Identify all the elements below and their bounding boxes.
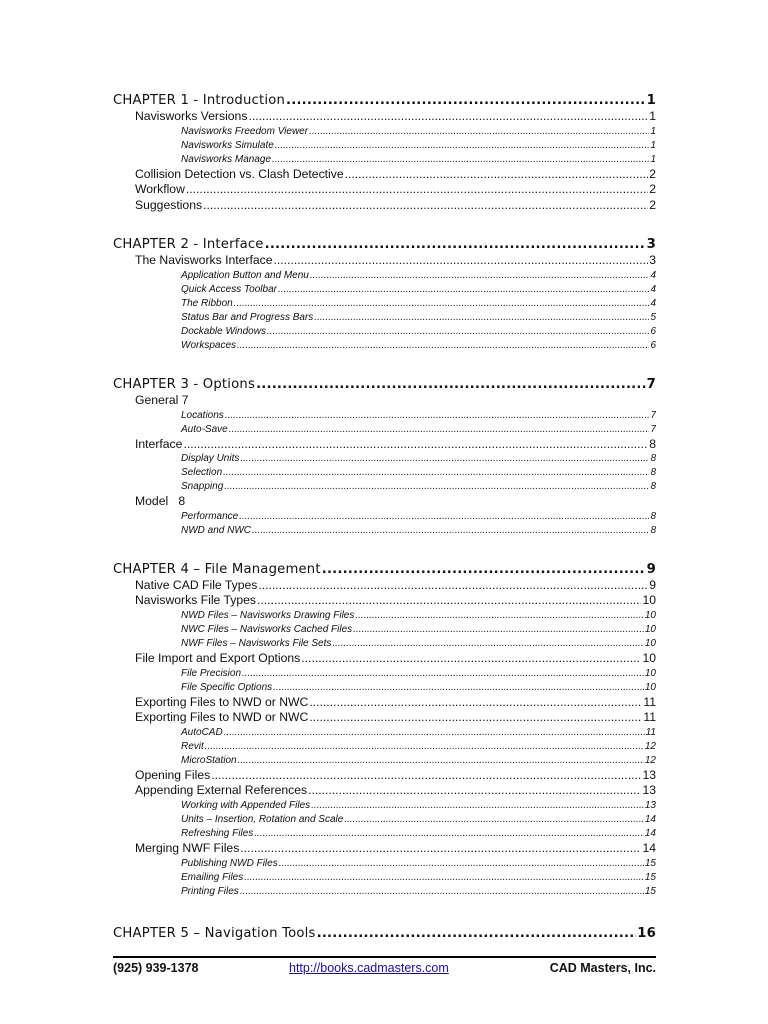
toc-page-number: 12 bbox=[644, 740, 656, 752]
dot-leader bbox=[224, 480, 649, 494]
toc-page-number: 13 bbox=[644, 799, 656, 811]
dot-leader bbox=[310, 269, 650, 283]
toc-subsection[interactable] bbox=[113, 871, 656, 885]
toc-entry-title: CHAPTER 5 – Navigation Tools bbox=[113, 925, 316, 941]
toc-entry-title: Workflow bbox=[135, 182, 185, 197]
dot-leader bbox=[274, 253, 649, 269]
toc-section[interactable] bbox=[113, 783, 656, 799]
toc-subsection[interactable] bbox=[113, 623, 656, 637]
toc-page-number: 10 bbox=[644, 667, 656, 679]
toc-entry-title: AutoCAD bbox=[181, 726, 223, 738]
toc-entry-title: Snapping bbox=[181, 481, 224, 493]
toc-chapter[interactable] bbox=[113, 237, 656, 253]
toc-page-number: 2 bbox=[649, 182, 656, 197]
toc-entry-title: Appending External References bbox=[135, 783, 308, 798]
dot-leader bbox=[257, 593, 641, 609]
toc-page-number: 8 bbox=[650, 453, 656, 465]
toc-subsection[interactable] bbox=[113, 283, 656, 297]
dot-leader bbox=[229, 423, 650, 437]
toc-page-number: 10 bbox=[644, 637, 656, 649]
toc-subsection[interactable] bbox=[113, 139, 656, 153]
toc-section[interactable] bbox=[113, 253, 656, 269]
dot-leader bbox=[267, 325, 649, 339]
toc-page-number: 4 bbox=[650, 269, 656, 281]
toc-entry-title: Quick Access Toolbar bbox=[181, 283, 277, 295]
dot-leader bbox=[239, 510, 649, 524]
toc-entry-title: Emailing Files bbox=[181, 871, 244, 883]
toc-section[interactable] bbox=[113, 841, 656, 857]
toc-entry-title: Opening Files bbox=[135, 767, 211, 782]
dot-leader bbox=[242, 667, 644, 681]
dot-leader bbox=[234, 297, 650, 311]
dot-leader bbox=[272, 153, 649, 167]
toc-page-number: 10 bbox=[642, 593, 656, 608]
dot-leader bbox=[278, 283, 649, 297]
toc-page-number: 1 bbox=[650, 139, 656, 151]
toc-entry-title: CHAPTER 4 – File Management bbox=[113, 561, 321, 577]
dot-leader bbox=[309, 125, 649, 139]
dot-leader bbox=[248, 109, 648, 125]
toc-subsection[interactable] bbox=[113, 153, 656, 167]
dot-leader bbox=[252, 524, 649, 538]
toc-section[interactable] bbox=[113, 710, 656, 726]
toc-entry-title: Collision Detection vs. Clash Detective bbox=[135, 166, 344, 181]
toc-entry-title: Navisworks Versions bbox=[135, 109, 248, 123]
toc-subsection[interactable] bbox=[113, 799, 656, 813]
toc-entry-title: Navisworks Freedom Viewer bbox=[181, 125, 309, 137]
dot-leader bbox=[332, 637, 643, 651]
dot-leader bbox=[311, 799, 644, 813]
toc-entry-title: Publishing NWD Files bbox=[181, 857, 278, 869]
toc-page-number: 8 bbox=[650, 510, 656, 522]
toc-entry-title: Performance bbox=[181, 510, 239, 522]
footer-website-link[interactable]: http://books.cadmasters.com bbox=[289, 961, 449, 975]
dot-leader bbox=[240, 841, 641, 857]
toc-entry-title: Interface bbox=[135, 436, 183, 451]
toc-subsection[interactable] bbox=[113, 510, 656, 524]
toc-page-number: 7 bbox=[650, 423, 656, 435]
dot-leader bbox=[205, 740, 644, 754]
toc-page-number: 1 bbox=[650, 153, 656, 165]
dot-leader bbox=[265, 237, 646, 253]
dot-leader bbox=[254, 827, 644, 841]
toc-page-number: 3 bbox=[646, 237, 656, 253]
toc-section[interactable] bbox=[113, 593, 656, 609]
toc-page-number: 9 bbox=[646, 561, 656, 577]
toc-page-number: 10 bbox=[644, 623, 656, 635]
toc-subsection[interactable] bbox=[113, 125, 656, 139]
dot-leader bbox=[353, 623, 644, 637]
table-of-contents bbox=[113, 93, 656, 942]
toc-section[interactable] bbox=[113, 167, 656, 183]
toc-page-number: 10 bbox=[644, 681, 656, 693]
toc-entry-title: Exporting Files to NWD or NWC bbox=[135, 710, 309, 725]
toc-entry-title: NWD Files – Navisworks Drawing Files bbox=[181, 609, 355, 621]
toc-section[interactable] bbox=[113, 393, 656, 409]
toc-entry-title: Status Bar and Progress Bars bbox=[181, 311, 314, 323]
toc-entry-title: Application Button and Menu bbox=[181, 269, 309, 281]
toc-page-number: 8 bbox=[650, 524, 656, 536]
toc-page-number: 9 bbox=[649, 577, 656, 592]
dot-leader bbox=[317, 926, 637, 942]
toc-subsection[interactable] bbox=[113, 269, 656, 283]
toc-entry-title: Exporting Files to NWD or NWC bbox=[135, 694, 309, 709]
toc-entry-title: Working with Appended Files bbox=[181, 799, 311, 811]
toc-entry-title: CHAPTER 2 - Interface bbox=[113, 237, 264, 253]
toc-page-number: 14 bbox=[644, 813, 656, 825]
toc-subsection[interactable] bbox=[113, 609, 656, 623]
toc-entry-title: Units – Insertion, Rotation and Scale bbox=[181, 813, 344, 825]
toc-entry-title: Printing Files bbox=[181, 885, 239, 897]
toc-entry-title: Display Units bbox=[181, 453, 240, 465]
toc-page-number: 10 bbox=[642, 650, 656, 665]
toc-page-number: 15 bbox=[644, 857, 656, 869]
toc-entry-title: The Navisworks Interface bbox=[135, 253, 273, 268]
dot-leader bbox=[211, 768, 641, 784]
toc-page-number: 12 bbox=[644, 754, 656, 766]
dot-leader bbox=[225, 409, 650, 423]
toc-page-number: 2 bbox=[649, 197, 656, 212]
toc-entry-title: NWD and NWC bbox=[181, 524, 252, 536]
toc-page-number: 11 bbox=[643, 710, 656, 725]
dot-leader bbox=[203, 198, 648, 214]
toc-section[interactable] bbox=[113, 494, 656, 510]
toc-section[interactable] bbox=[113, 198, 656, 214]
toc-entry-title: Refreshing Files bbox=[181, 827, 254, 839]
dot-leader bbox=[183, 437, 648, 453]
toc-page-number: 13 bbox=[642, 783, 656, 798]
dot-leader bbox=[224, 726, 645, 740]
toc-entry-title: Navisworks Simulate bbox=[181, 139, 274, 151]
dot-leader bbox=[314, 311, 649, 325]
dot-leader bbox=[237, 339, 649, 353]
toc-page-number: 5 bbox=[650, 311, 656, 323]
dot-leader bbox=[258, 578, 648, 594]
toc-subsection[interactable] bbox=[113, 726, 656, 740]
toc-page-number: 4 bbox=[650, 297, 656, 309]
dot-leader bbox=[273, 681, 644, 695]
toc-entry-title: Model 8 bbox=[135, 494, 186, 509]
toc-page-number: 13 bbox=[642, 767, 656, 782]
dot-leader bbox=[186, 182, 648, 198]
dot-leader bbox=[308, 783, 641, 799]
toc-entry-title: General 7 bbox=[135, 392, 189, 407]
toc-chapter[interactable] bbox=[113, 93, 656, 109]
toc-page-number: 1 bbox=[649, 109, 656, 123]
dot-leader bbox=[240, 452, 649, 466]
toc-entry-title: Locations bbox=[181, 409, 224, 421]
toc-page-number: 3 bbox=[649, 253, 656, 268]
toc-subsection[interactable] bbox=[113, 409, 656, 423]
toc-section[interactable] bbox=[113, 109, 656, 125]
toc-page-number: 16 bbox=[637, 925, 656, 941]
toc-subsection[interactable] bbox=[113, 325, 656, 339]
toc-page-number: 7 bbox=[646, 376, 656, 392]
dot-leader bbox=[309, 710, 642, 726]
toc-subsection[interactable] bbox=[113, 311, 656, 325]
toc-page-number: 6 bbox=[650, 339, 656, 351]
toc-page-number: 2 bbox=[649, 166, 656, 181]
page-footer bbox=[113, 961, 656, 977]
toc-chapter[interactable] bbox=[113, 926, 656, 942]
dot-leader bbox=[240, 885, 644, 899]
toc-entry-title: MicroStation bbox=[181, 754, 237, 766]
toc-entry-title: NWC Files – Navisworks Cached Files bbox=[181, 623, 353, 635]
toc-entry-title: Revit bbox=[181, 740, 204, 752]
dot-leader bbox=[256, 377, 646, 393]
toc-page-number: 14 bbox=[642, 840, 656, 855]
toc-section[interactable] bbox=[113, 182, 656, 198]
toc-page-number: 15 bbox=[644, 871, 656, 883]
toc-section[interactable] bbox=[113, 768, 656, 784]
toc-page-number: 8 bbox=[650, 481, 656, 493]
toc-subsection[interactable] bbox=[113, 827, 656, 841]
toc-section[interactable] bbox=[113, 437, 656, 453]
toc-page-number: 7 bbox=[650, 409, 656, 421]
toc-entry-title: File Specific Options bbox=[181, 681, 273, 693]
toc-page-number: 10 bbox=[644, 609, 656, 621]
toc-subsection[interactable] bbox=[113, 480, 656, 494]
toc-subsection[interactable] bbox=[113, 466, 656, 480]
toc-subsection[interactable] bbox=[113, 637, 656, 651]
toc-page-number: 1 bbox=[646, 93, 656, 108]
toc-subsection[interactable] bbox=[113, 754, 656, 768]
toc-page-number: 6 bbox=[650, 325, 656, 337]
toc-section[interactable] bbox=[113, 695, 656, 711]
toc-entry-title: Auto-Save bbox=[181, 423, 228, 435]
dot-leader bbox=[344, 813, 644, 827]
toc-subsection[interactable] bbox=[113, 667, 656, 681]
toc-page-number: 8 bbox=[650, 467, 656, 479]
dot-leader bbox=[355, 609, 644, 623]
dot-leader bbox=[345, 167, 649, 183]
footer-company-name: CAD Masters, Inc. bbox=[549, 961, 656, 975]
toc-entry-title: CHAPTER 3 - Options bbox=[113, 376, 256, 392]
toc-subsection[interactable] bbox=[113, 740, 656, 754]
dot-leader bbox=[322, 562, 646, 578]
toc-page-number: 11 bbox=[645, 726, 656, 738]
dot-leader bbox=[275, 139, 650, 153]
toc-page-number: 8 bbox=[649, 436, 656, 451]
dot-leader bbox=[223, 466, 649, 480]
toc-subsection[interactable] bbox=[113, 813, 656, 827]
toc-entry-title: CHAPTER 1 - Introduction bbox=[113, 93, 286, 108]
footer-phone: (925) 939-1378 bbox=[113, 961, 199, 975]
dot-leader bbox=[309, 695, 642, 711]
toc-entry-title: Suggestions bbox=[135, 197, 203, 212]
toc-page-number: 4 bbox=[650, 283, 656, 295]
toc-page-number: 11 bbox=[643, 694, 656, 709]
toc-chapter[interactable] bbox=[113, 562, 656, 578]
toc-entry-title: File Precision bbox=[181, 667, 242, 679]
toc-subsection[interactable] bbox=[113, 885, 656, 899]
toc-chapter[interactable] bbox=[113, 377, 656, 393]
toc-subsection[interactable] bbox=[113, 524, 656, 538]
dot-leader bbox=[286, 93, 646, 109]
toc-entry-title: NWF Files – Navisworks File Sets bbox=[181, 637, 332, 649]
toc-section[interactable] bbox=[113, 578, 656, 594]
toc-entry-title: Dockable Windows bbox=[181, 325, 266, 337]
toc-subsection[interactable] bbox=[113, 452, 656, 466]
toc-entry-title: Merging NWF Files bbox=[135, 840, 240, 855]
dot-leader bbox=[279, 857, 644, 871]
toc-subsection[interactable] bbox=[113, 339, 656, 353]
dot-leader bbox=[301, 651, 641, 667]
toc-subsection[interactable] bbox=[113, 297, 656, 311]
toc-subsection[interactable] bbox=[113, 857, 656, 871]
footer-divider bbox=[113, 956, 656, 958]
dot-leader bbox=[244, 871, 644, 885]
toc-section[interactable] bbox=[113, 651, 656, 667]
toc-entry-title: Navisworks Manage bbox=[181, 153, 272, 165]
toc-entry-title: The Ribbon bbox=[181, 297, 233, 309]
toc-entry-title: Native CAD File Types bbox=[135, 577, 258, 592]
toc-entry-title: Selection bbox=[181, 467, 223, 479]
toc-subsection[interactable] bbox=[113, 423, 656, 437]
toc-entry-title: Workspaces bbox=[181, 339, 237, 351]
toc-entry-title: Navisworks File Types bbox=[135, 593, 257, 608]
dot-leader bbox=[238, 754, 644, 768]
toc-entry-title: File Import and Export Options bbox=[135, 650, 301, 665]
toc-subsection[interactable] bbox=[113, 681, 656, 695]
toc-page-number: 1 bbox=[650, 125, 656, 137]
toc-page-number: 14 bbox=[644, 827, 656, 839]
toc-page-number: 15 bbox=[644, 885, 656, 897]
